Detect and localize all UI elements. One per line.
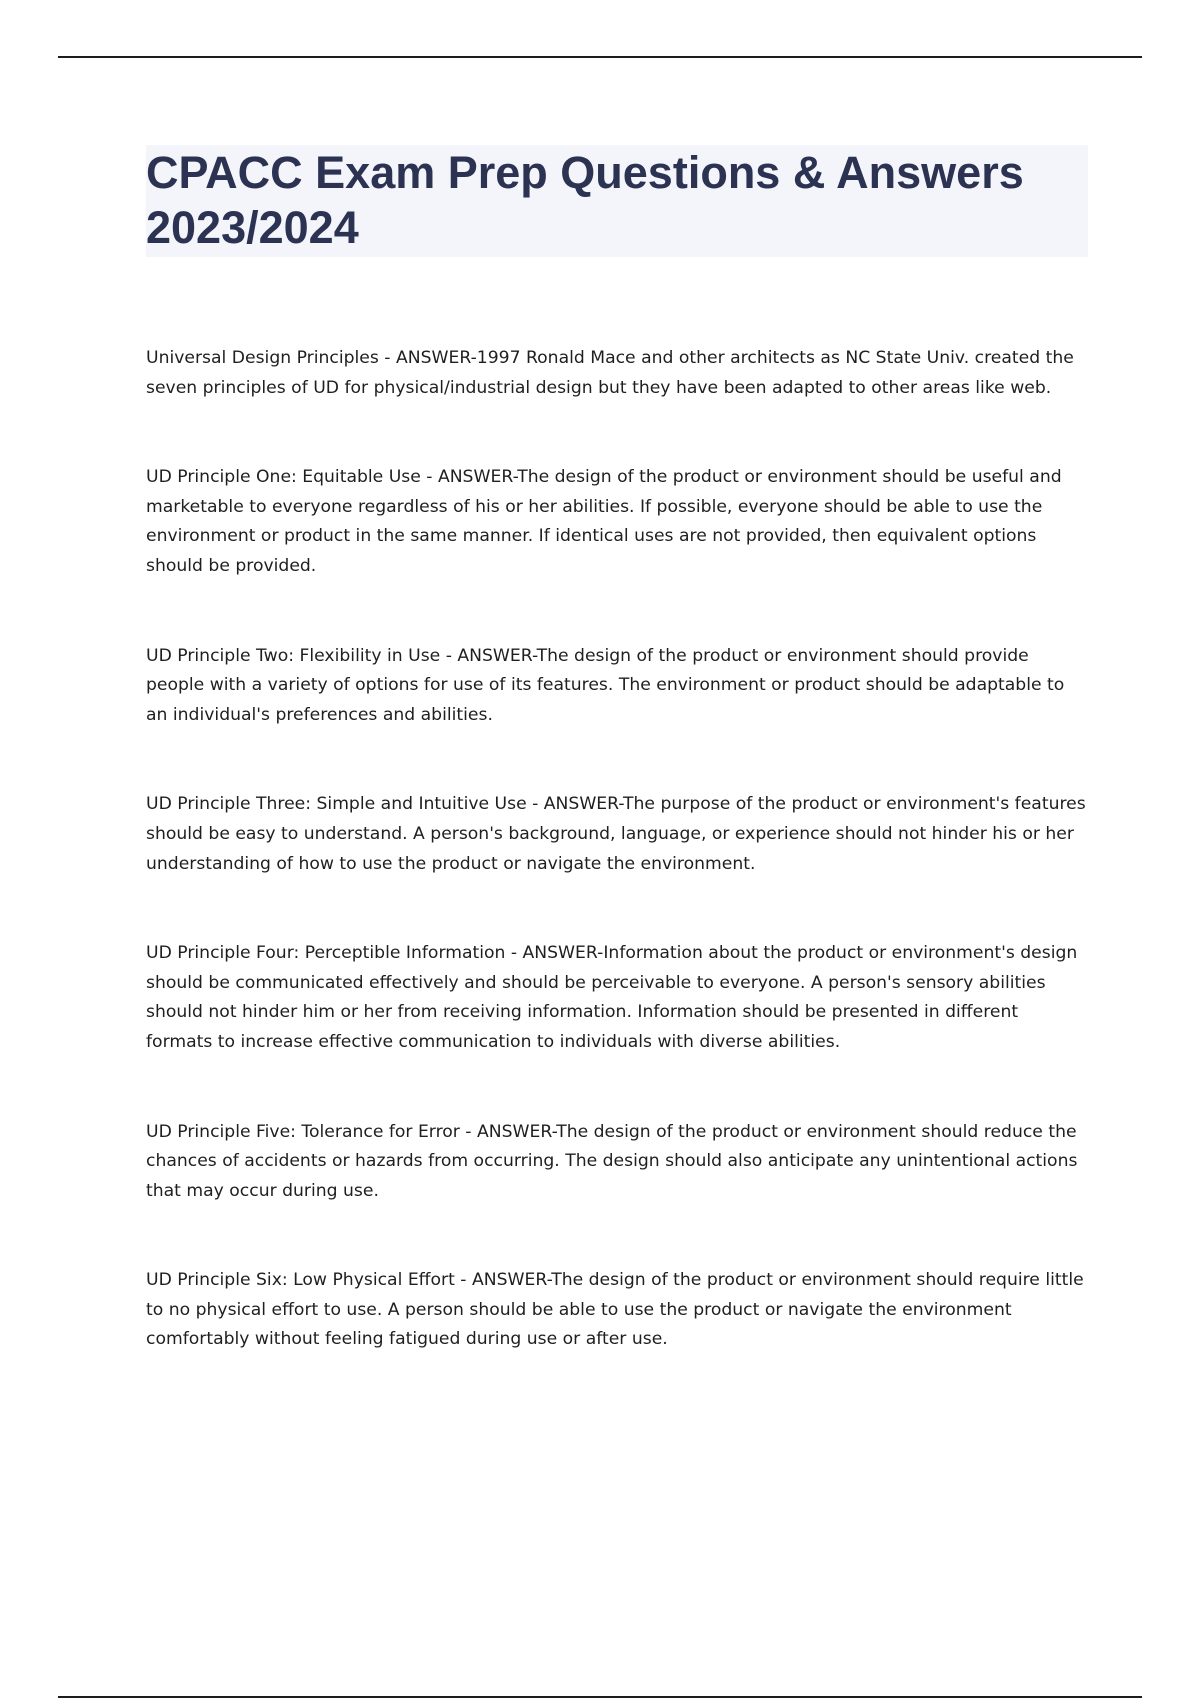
qa-entry: UD Principle Six: Low Physical Effort - ANSWER-The design of the product or environment should require little to no physical effort to use. A person should be able to use the product or navigate the environment comfortably without feeling fatigued during use or after use. bbox=[146, 1270, 1084, 1350]
document-title: CPACC Exam Prep Questions & Answers 2023/2024 bbox=[146, 147, 1024, 253]
footer-rule bbox=[58, 1696, 1142, 1698]
qa-list bbox=[146, 344, 1088, 1415]
header-rule bbox=[58, 56, 1142, 58]
qa-entry: UD Principle One: Equitable Use - ANSWER-The design of the product or environment should be useful and marketable to everyone regardless of his or her abilities. If possible, everyone should be able to use the environment or product in the same manner. If identical uses are not provided, then equivalent options should be provided. bbox=[146, 467, 1062, 576]
qa-entry: UD Principle Five: Tolerance for Error - ANSWER-The design of the product or environment should reduce the chances of accidents or hazards from occurring. The design should also anticipate any unintentional actions that may occur during use. bbox=[146, 1121, 1078, 1201]
qa-entry: Universal Design Principles - ANSWER-1997 Ronald Mace and other architects as NC State Univ. created the seven principles of UD for physical/industrial design but they have been adapted to other areas like web. bbox=[146, 348, 1074, 398]
qa-entry: UD Principle Four: Perceptible Information - ANSWER-Information about the product or environment's design should be communicated effectively and should be perceivable to everyone. A person's sensory abilities should not hinder him or her from receiving information. Information should be presented in different formats to increase effective communication to individuals with diverse abilities. bbox=[146, 943, 1078, 1052]
qa-entry: UD Principle Three: Simple and Intuitive Use - ANSWER-The purpose of the product or environment's features should be easy to understand. A person's background, language, or experience should not hinder his or her understanding of how to use the product or navigate the environment. bbox=[146, 794, 1086, 874]
title-block bbox=[146, 145, 1088, 257]
qa-entry: UD Principle Two: Flexibility in Use - ANSWER-The design of the product or environment should provide people with a variety of options for use of its features. The environment or product should be adaptable to an individual's preferences and abilities. bbox=[146, 645, 1065, 725]
